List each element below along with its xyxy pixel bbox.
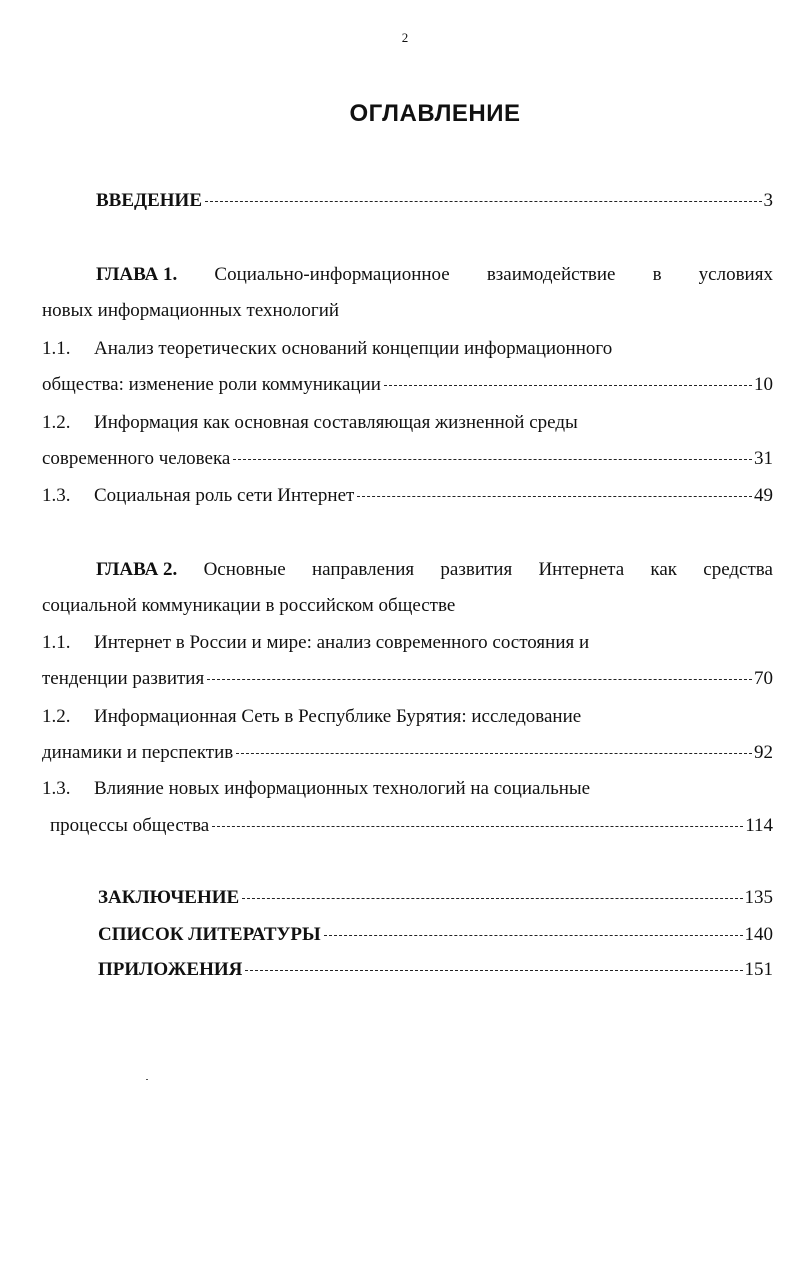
chapter-title-word: как [650, 559, 678, 580]
section-title: Влияние новых информационных технологий на социальные [94, 778, 591, 799]
toc-entry-references[interactable] [98, 924, 773, 946]
toc-entry-page: 151 [744, 959, 773, 980]
section-number: 1.1. [42, 338, 71, 359]
toc-entry-page: 49 [754, 485, 773, 506]
section-title: Интернет в России и мире: анализ современного состояния и [94, 632, 590, 653]
toc-entry-label: ПРИЛОЖЕНИЯ [98, 959, 243, 980]
toc-entry-1-2-line2[interactable] [42, 448, 773, 470]
leader-dots [236, 753, 752, 754]
scan-speck [146, 1079, 148, 1080]
page-number: 2 [401, 30, 409, 45]
section-title-cont: процессы общества [50, 815, 210, 836]
section-title: Информационная Сеть в Республике Бурятия: исследование [94, 706, 582, 727]
leader-dots [324, 935, 743, 936]
chapter-1-heading[interactable] [96, 264, 773, 286]
page-title: ОГЛАВЛЕНИЕ [349, 100, 521, 127]
toc-entry-2-1-line2[interactable] [42, 668, 773, 690]
toc-entry-page: 114 [745, 815, 773, 836]
leader-dots [207, 679, 752, 680]
section-title-cont: общества: изменение роли коммуникации [42, 374, 381, 395]
toc-entry-2-2-line1[interactable] [42, 706, 581, 728]
chapter-title-word: условиях [698, 264, 773, 285]
toc-entry-label: СПИСОК ЛИТЕРАТУРЫ [98, 924, 321, 945]
chapter-title-word: Основные [203, 559, 286, 580]
chapter-title-word: средства [703, 559, 773, 580]
chapter-title-word: Социально-информационное [214, 264, 450, 285]
toc-entry-page: 10 [754, 374, 773, 395]
section-title-cont: тенденции развития [42, 668, 205, 689]
toc-entry-1-2-line1[interactable] [42, 412, 578, 434]
chapter-label: ГЛАВА 1. [96, 264, 178, 285]
section-number: 1.3. [42, 778, 71, 799]
toc-entry-2-1-line1[interactable] [42, 632, 589, 654]
toc-entry-page: 92 [754, 742, 773, 763]
chapter-title-word: в [652, 264, 662, 285]
section-title-cont: современного человека [42, 448, 231, 469]
section-title: Информация как основная составляющая жизненной среды [94, 412, 578, 433]
chapter-2-heading[interactable] [96, 559, 773, 581]
toc-entry-1-3[interactable] [42, 485, 773, 507]
toc-entry-page: 140 [744, 924, 773, 945]
section-number: 1.2. [42, 412, 71, 433]
leader-dots [205, 201, 762, 202]
leader-dots [384, 385, 752, 386]
toc-entry-2-3-line2[interactable] [50, 815, 773, 837]
toc-entry-2-2-line2[interactable] [42, 742, 773, 764]
leader-dots [212, 826, 743, 827]
chapter-2-title-cont: социальной коммуникации в российском обществе [42, 595, 456, 616]
toc-entry-appendices[interactable] [98, 959, 773, 981]
toc-entry-2-3-line1[interactable] [42, 778, 590, 800]
chapter-title-word: развития [440, 559, 513, 580]
chapter-title-word: взаимодействие [486, 264, 616, 285]
section-title: Социальная роль сети Интернет [94, 485, 355, 506]
leader-dots [357, 496, 752, 497]
toc-entry-label: ЗАКЛЮЧЕНИЕ [98, 887, 240, 908]
chapter-1-title-cont: новых информационных технологий [42, 300, 340, 321]
toc-entry-1-1-line2[interactable] [42, 374, 773, 396]
toc-entry-1-1-line1[interactable] [42, 338, 612, 360]
section-number: 1.2. [42, 706, 71, 727]
chapter-title-word: Интернета [538, 559, 625, 580]
toc-entry-page: 31 [754, 448, 773, 469]
section-title: Анализ теоретических оснований концепции информационного [94, 338, 613, 359]
section-number: 1.3. [42, 485, 71, 506]
section-number: 1.1. [42, 632, 71, 653]
toc-entry-label: ВВЕДЕНИЕ [96, 190, 202, 211]
leader-dots [242, 898, 742, 899]
leader-dots [245, 970, 742, 971]
leader-dots [233, 459, 752, 460]
chapter-label: ГЛАВА 2. [96, 559, 178, 580]
section-title-cont: динамики и перспектив [42, 742, 234, 763]
toc-entry-page: 135 [744, 887, 773, 908]
toc-entry-introduction[interactable] [96, 190, 773, 212]
toc-entry-page: 3 [763, 190, 773, 211]
toc-entry-page: 70 [754, 668, 773, 689]
toc-entry-conclusion[interactable] [98, 887, 773, 909]
chapter-title-word: направления [311, 559, 415, 580]
